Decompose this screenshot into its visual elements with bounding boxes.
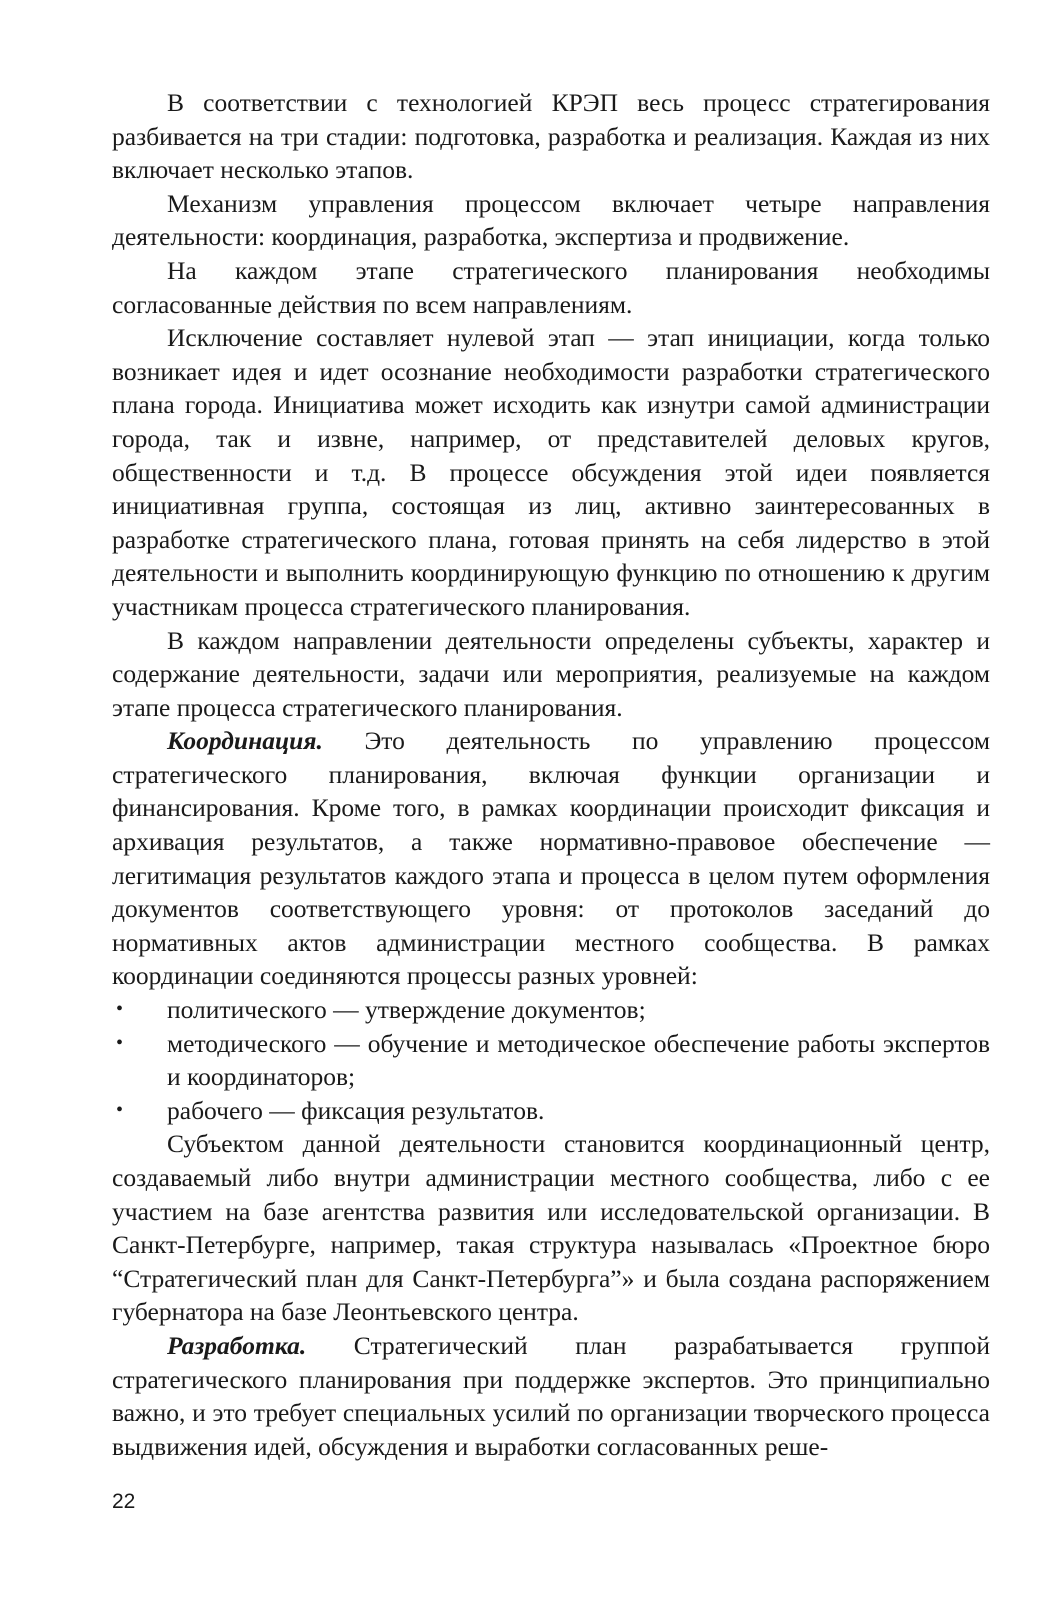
coordination-text: Это деятельность по управлению процессом стратегического планирования, включая функции организации и финансирования. Кроме того, в рамках координации происходит фиксация и архивация результатов, а также нормативно-правовое обеспечение — легитимация результатов каждого этапа и процесса в целом путем оформления документов соответствующего уровня: от протоколов заседаний до нормативных актов администрации местного сообщества. В рамках координации соединяются процессы разных уровней: (112, 726, 990, 991)
list-item (112, 1027, 990, 1094)
list-item (112, 993, 990, 1027)
paragraph-development (112, 1329, 990, 1463)
paragraph-coordination-center: Субъектом данной деятельности становится координационный центр, создаваемый либо внутри администрации местного сообщества, либо с ее участием на базе агентства развития или исследовательской организации. В Санкт-Петербурге, например, такая структура называлась «Проектное бюро “Стратегический план для Санкт-Петербурга”» и была создана распоряжением губернатора на базе Леонтьевского центра. (112, 1129, 990, 1327)
paragraph-zero-stage: Исключение составляет нулевой этап — этап инициации, когда только возникает идея и идет осознание необходимости разработки стратегического плана города. Инициатива может исходить как изнутри самой администрации города, так и извне, например, от представителей деловых кругов, общественности и т.д. В процессе обсуждения этой идеи появляется инициативная группа, состоящая из лиц, активно заинтересованных в разработке стратегического плана, готовая принять на себя лидерство в этой деятельности и выполнить координирующую функцию по отношению к другим участникам процесса стратегического планирования. (112, 323, 990, 621)
bullet-icon: • (116, 998, 124, 1021)
paragraph-activity-directions: В каждом направлении деятельности определены субъекты, характер и содержание деятельности, задачи или мероприятия, реализуемые на каждом этапе процесса стратегического планирования. (112, 625, 990, 722)
list-item (112, 1094, 990, 1128)
paragraph-krep-stages: В соответствии с технологией КРЭП весь процесс стратегирования разбивается на три стадии: подготовка, разработка и реализация. Каждая из них включает несколько этапов. (112, 88, 990, 185)
coordination-lead: Координация. (167, 726, 323, 756)
page-body (112, 86, 990, 1463)
paragraph-management-mechanism: Механизм управления процессом включает четыре направления деятельности: координация, разработка, экспертиза и продвижение. (112, 188, 990, 252)
list-item-text: политического — утверждение документов; (167, 995, 646, 1025)
bullet-icon: • (116, 1098, 124, 1121)
development-text: Стратегический план разрабатывается группой стратегического планирования при поддержке экспертов. Это принципиально важно, и это требует специальных усилий по организации творческого процесса выдвижения идей, обсуждения и выработки согласованных реше- (112, 1330, 990, 1461)
paragraph-coordinated-actions: На каждом этапе стратегического планирования необходимы согласованные действия по всем направлениям. (112, 255, 990, 319)
development-lead: Разработка. (167, 1330, 307, 1360)
paragraph-coordination (112, 724, 990, 993)
coordination-levels-list (112, 993, 990, 1127)
page-number: 22 (112, 1490, 136, 1513)
list-item-text: рабочего — фиксация результатов. (167, 1095, 545, 1125)
bullet-icon: • (116, 1031, 124, 1054)
list-item-text: методического — обучение и методическое обеспечение работы экспертов и координаторов; (167, 1028, 990, 1092)
